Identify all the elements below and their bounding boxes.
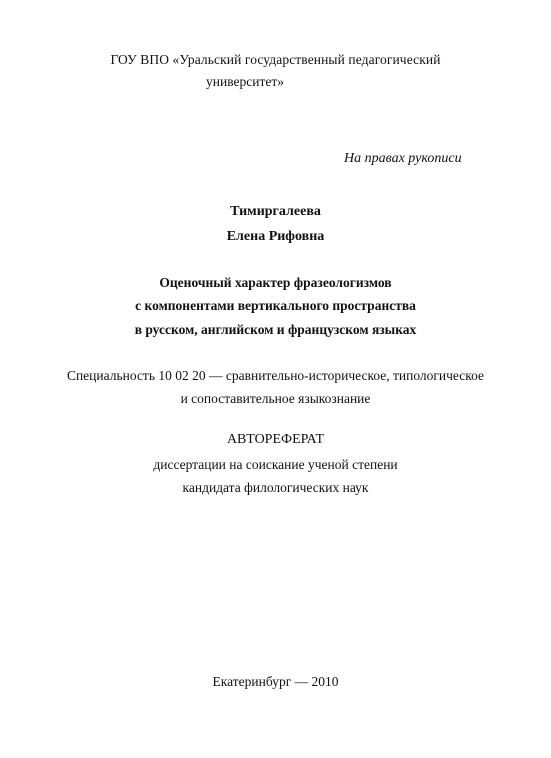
institution-name-line-2: университет» xyxy=(206,74,284,89)
degree-line-2: кандидата филологических наук xyxy=(182,480,369,495)
thesis-title-line-1: Оценочный характер фразеологизмов xyxy=(159,275,392,290)
thesis-title-line-3: в русском, английском и французском языках xyxy=(134,322,417,337)
degree-line-1: диссертации на соискание ученой степени xyxy=(153,457,398,472)
manuscript-rights-note: На правах рукописи xyxy=(344,151,462,166)
author-last-name: Тимиргалеева xyxy=(230,204,321,219)
institution-name-line-1: ГОУ ВПО «Уральский государственный педагогический xyxy=(110,52,441,67)
thesis-title-line-2: с компонентами вертикального пространства xyxy=(135,298,416,313)
specialty-line-2: и сопоставительное языкознание xyxy=(180,391,371,406)
document-type-heading: АВТОРЕФЕРАТ xyxy=(226,432,325,447)
specialty-line-1: Специальность 10 02 20 — сравнительно-историческое, типологическое xyxy=(66,368,485,383)
city-year: Екатеринбург — 2010 xyxy=(212,674,339,689)
author-first-name: Елена Рифовна xyxy=(226,229,325,244)
